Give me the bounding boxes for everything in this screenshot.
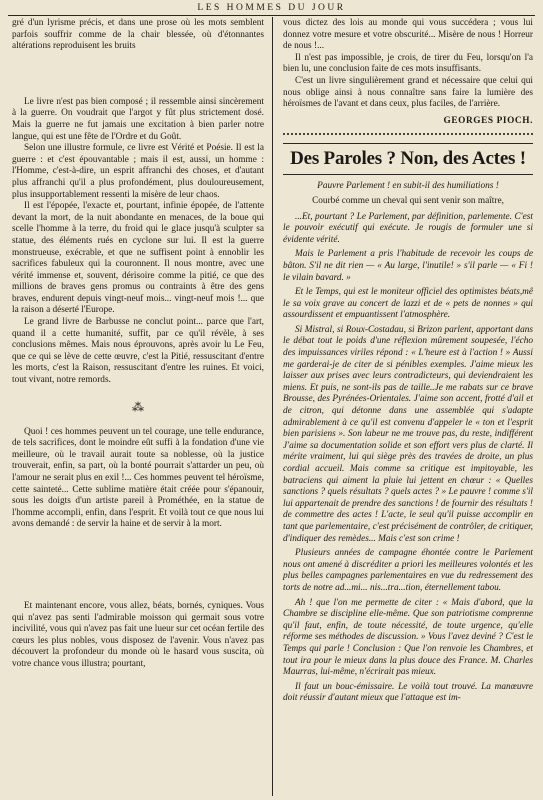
paragraph: Quoi ! ces hommes peuvent un tel courage, une telle endurance, de tels sacrifices, dont le moindre eût suffi à la fondation d'une vie meilleure, où le travail aurait toute sa noblesse, où la justice trouverait, enfin, sa part, où la bonté pourrait s'attarder un peu, où l'amour ne serait plus en exil !... Ces hommes peuvent tel héroïsme, cette sainteté... Cette sublime matière était créée pour s'épanouir, sous les doigts d'un artiste pareil à Prométhée, en la statue de l'homme accompli, enfin, dans l'esprit. Et voilà tout ce que nous lui avons demandé : de servir la haine et de servir à la mort. xyxy=(12,426,264,530)
paragraph: Le livre n'est pas bien composé ; il ressemble ainsi sincèrement à la guerre. On voudrait que l'argot y fût plus strictement dosé. Mais la guerre ne fut jamais une excitation à bien parler notre langue, qui est une fête de l'Ordre et du Goût. xyxy=(12,96,264,142)
paragraph: C'est un livre singulièrement grand et nécessaire que celui qui nous oblige ainsi à nous connaître sans faire la lumière des héroïsmes de l'avant et dans ceux, plus faciles, de l'arrière. xyxy=(283,75,533,110)
running-head: LES HOMMES DU JOUR xyxy=(197,3,346,13)
paragraph: Il faut un bouc-émissaire. Le voilà tout trouvé. La manœuvre doit réussir d'autant mieux que l'attaque est im- xyxy=(283,681,533,704)
italic-body xyxy=(283,212,533,705)
paragraph: vous dictez des lois au monde qui vous succédera ; vous lui donnez votre mesure et votre obscurité... Misère de nous ! Horreur de nous !... xyxy=(283,18,533,52)
article-title: Des Paroles ? Non, des Actes ! xyxy=(283,143,533,175)
section-separator: ⁂ xyxy=(132,399,144,414)
paragraph: Et le Temps, qui est le moniteur officiel des optimistes béats,mê le sa voix grave au concert de lazzi et de « pets de nonnes » qui assourdissent et empuantissent l'atmosphère. xyxy=(283,287,533,321)
paragraph: Mais le Parlement a pris l'habitude de recevoir les coups de bâton. S'il ne dit rien — « Au large, l'inutile! » s'il parle — « Fi ! le vilain bavard. » xyxy=(283,249,533,283)
left-column xyxy=(12,18,264,671)
paragraph: Courbé comme un cheval qui sent venir son maître, xyxy=(312,195,504,206)
author-signature: GEORGES PIOCH. xyxy=(443,115,533,126)
paragraph: ...Et, pourtant ? Le Parlement, par définition, parlemente. C'est le pouvoir exécutif qui exécute. Je rougis de formuler une si évidente vérité. xyxy=(283,211,533,245)
right-column xyxy=(283,18,533,705)
paragraph: Plusieurs années de campagne éhontée contre le Parlement nous ont amené à discréditer a priori les meilleures volontés et les plus belles campagnes parlementaires en vue du redressement des torts de notre ad...mi... nis...tra...tion, éternellement tabou. xyxy=(283,548,533,593)
paragraph: Il n'est pas impossible, je crois, de tirer du Feu, lorsqu'on l'a bien lu, une conclusion faite de ces mots insuffisants. xyxy=(283,52,533,75)
paragraph: Le grand livre de Barbusse ne conclut point... parce que l'art, quand il a cette humanité, suffit, par ce qu'il révèle, à ses conclusions mêmes. Mais nous éprouvons, après avoir lu Le Feu, que ce qui se lève de cette œuvre, c'est la Pitié, ressuscitant d'entre les morts, c'est la Raison, ressuscitant d'entre les ruines. Et voici, tout vivant, notre remords. xyxy=(12,317,264,386)
paragraph: Et maintenant encore, vous allez, béats, bornés, cyniques. Vous qui n'avez pas senti l'admirable moisson qui germait sous votre incivilité, vous qui n'avez pas fait une lueur sur cet océan fertile des cœurs les plus nobles, vous disposez de l'avenir. Vous n'avez pas découvert la profondeur du monde où le hasard vous suscita, où votre chance vous illustra; pourtant, xyxy=(12,600,264,669)
paragraph: Selon une illustre formule, ce livre est Vérité et Poésie. Il est la guerre : et c'est épouvantable ; mais il est, aussi, un homme : l'Homme, c'est-à-dire, un esprit affranchi des choses, et d'autant plus affranchi qu'il a plus profondément, plus douloureusement, plus insupportablement ressenti la misère de leur chaos. xyxy=(12,143,264,200)
column-divider xyxy=(272,17,273,796)
dotted-divider xyxy=(283,133,533,135)
paragraph: Si Mistral, si Roux-Costadau, si Brizon parlent, apportant dans le débat tout le poids d'une réflexion mûrement soupesée, l'écho des impuissances viriles répond : « L'heure est à l'action ! » Aussi me garderai-je de citer de si pénibles exemples. J'aime mieux les laisser aux prises avec leurs contradicteurs, qui deviendraient les miens. Et puis, ne sont-ils pas de taille..Je me rabats sur ce brave Brousse, des Pyrénées-Orientales. J'aime son accent, frotté d'ail et de citron, qui détonne dans une assemblée qui s'adapte admirablement à ce qu'il est convenu d'appeler le « ton et l'esprit bien parisiens ». Son labeur ne me trouve pas, du reste, indifférent J'aime sa documentation solide et son effort vers plus de clarté. Il mérite vraiment, lui qui siège près des travées de droite, un plus cordial accueil. Mais comme sa critique est impitoyable, les batraciens qui aiment la pluie lui jettent en chœur : « Quelles sanctions ? quels résultats ? quels actes ? » Le pauvre ! comme s'il lui appartenait de prendre des sanctions ! de fournir des résultats ! de commettre des actes ! L'acte, le seul qu'il puisse accomplir en tant que parlementaire, c'est précisément de contrôler, de critiquer, d'indiquer des remèdes... Mais c'est son crime ! xyxy=(283,324,533,544)
header-rule xyxy=(8,15,535,16)
article-subtitle: Pauvre Parlement ! en subit-il des humiliations ! xyxy=(317,181,499,192)
paragraph: gré d'un lyrisme précis, et dans une prose où les mots semblent parfois souffrir comme de la chair blessée, où d'étonnantes altérations reproduisent les bruits xyxy=(12,18,264,52)
paragraph: Ah ! que l'on me permette de citer : « Mais d'abord, que la Chambre se discipline elle-même. Que son patriotisme comprenne qu'il faut, enfin, de toute nécessité, de toute urgence, qu'elle réforme ses méthodes de discussion. » Vous l'avez deviné ? C'est le Temps qui parle ! Conclusion : Que l'on renvoie les Chambres, et tout ira pour le mieux dans la plus douce des France. M. Charles Maurras, lui-même, n'écrirait pas mieux. xyxy=(283,597,533,678)
paragraph: Il est l'épopée, l'exacte et, pourtant, infinie épopée, de l'attente devant la mort, de la nuit abondante en menaces, de la boue qui scelle l'homme à la terre, du froid qui le glace jusqu'à sculpter sa statue, des éléments rués en cyclone sur lui. Il est la guerre monstrueuse, exécrable, et que ne suffisent point à ennoblir les sacrifices fabuleux qui la couronnent. Il nous montre, avec une vérité immense et, souvent, dérisoire comme la pitié, ce que des millions de braves gens promus ou contraints à être des gens braves, endurent depuis vingt-neuf mois... vingt-neuf mois !... que la raison a déserté l'Europe. xyxy=(12,201,264,316)
